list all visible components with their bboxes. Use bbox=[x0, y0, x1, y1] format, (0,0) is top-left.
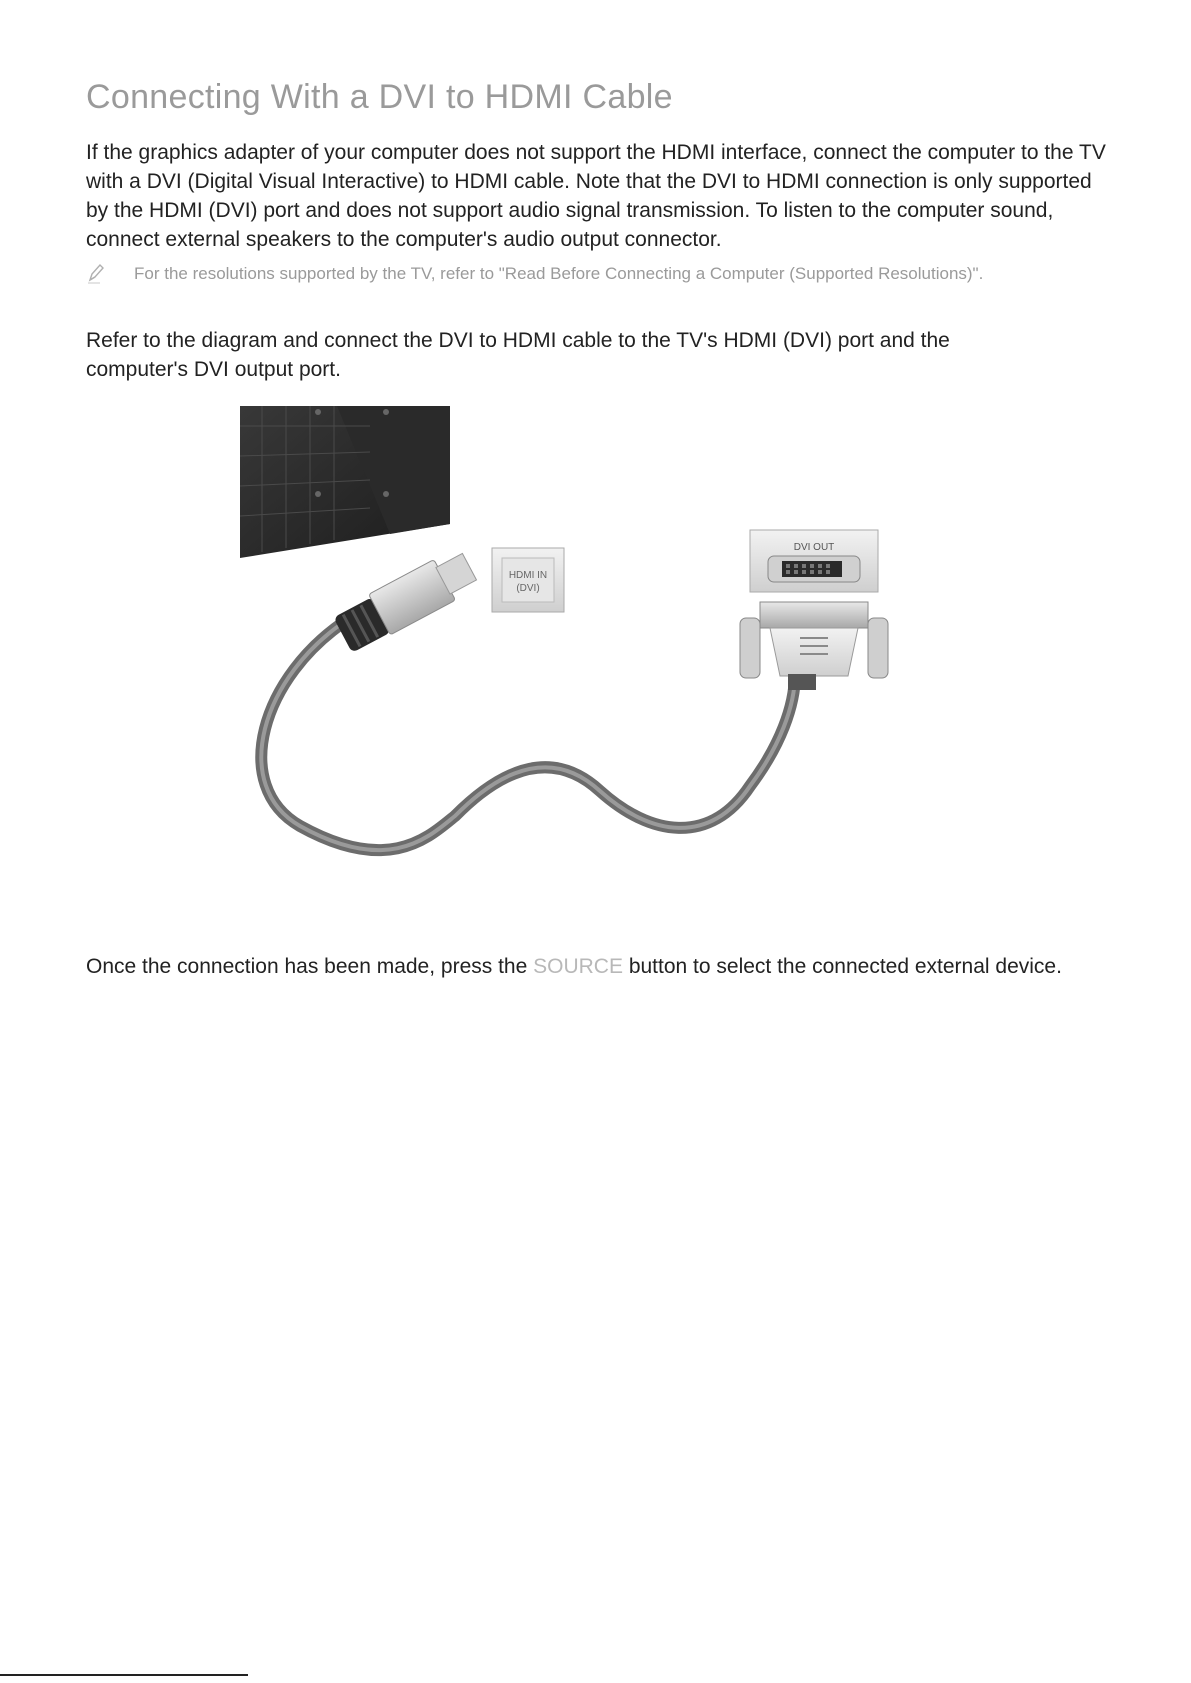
hdmi-in-port bbox=[492, 548, 564, 612]
hdmi-port-label-line2: (DVI) bbox=[516, 583, 540, 594]
hdmi-port-label-line1: HDMI IN bbox=[508, 570, 548, 581]
dvi-out-port bbox=[750, 530, 878, 592]
connection-diagram bbox=[240, 406, 960, 926]
closing-text-after: button to select the connected external device. bbox=[622, 955, 1062, 978]
source-button-label: SOURCE bbox=[533, 955, 623, 978]
page-title: Connecting With a DVI to HDMI Cable bbox=[86, 78, 673, 116]
dvi-plug bbox=[740, 602, 888, 690]
instruction-paragraph: Refer to the diagram and connect the DVI to HDMI cable to the TV's HDMI (DVI) port and the computer's DVI output port. bbox=[86, 329, 950, 381]
tv-illustration bbox=[240, 406, 450, 558]
pencil-icon bbox=[86, 262, 106, 284]
cable bbox=[261, 618, 795, 850]
dvi-port-label: DVI OUT bbox=[793, 542, 835, 553]
note-text: For the resolutions supported by the TV, refer to "Read Before Connecting a Computer (Supported Resolutions)". bbox=[134, 264, 984, 283]
hdmi-plug bbox=[332, 546, 481, 654]
intro-paragraph: If the graphics adapter of your computer does not support the HDMI interface, connect the computer to the TV with a DVI (Digital Visual Interactive) to HDMI cable. Note that the DVI to HDMI connection is only supported by the HDMI (DVI) port and does not support audio signal transmission. To listen to the computer sound, connect external speakers to the computer's audio output connector. bbox=[86, 141, 1106, 251]
closing-paragraph bbox=[86, 952, 1086, 981]
footer-rule bbox=[0, 1674, 248, 1676]
closing-text-before: Once the connection has been made, press the bbox=[86, 955, 534, 978]
